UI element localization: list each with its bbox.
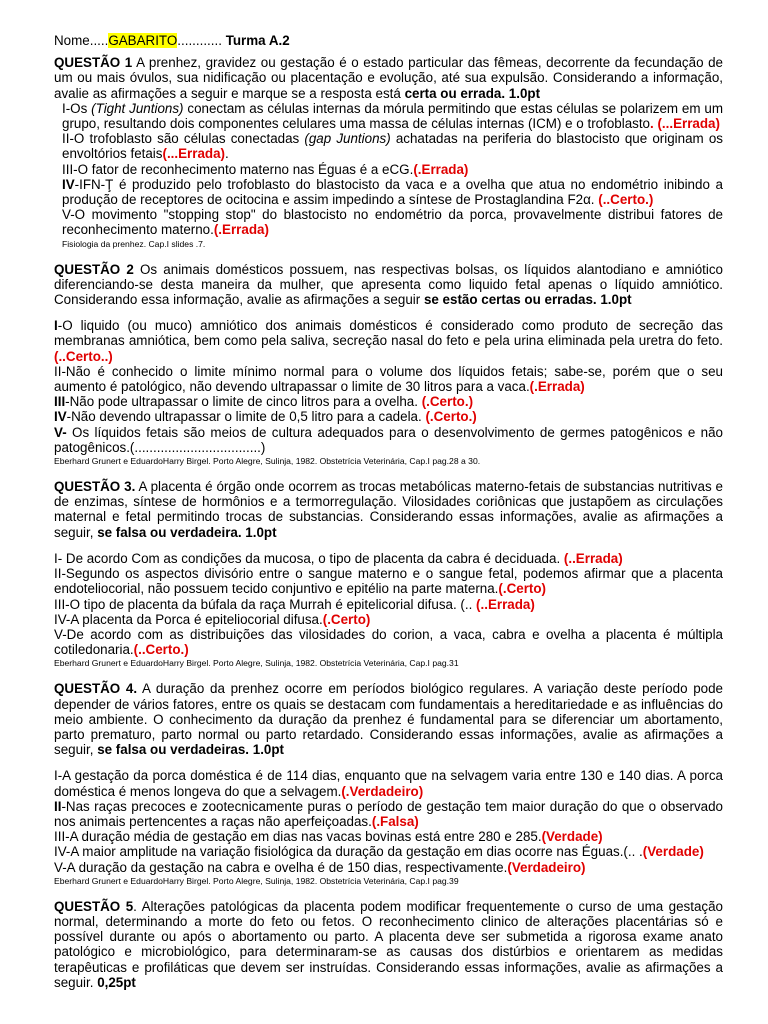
question-5-label: QUESTÃO 5	[54, 898, 134, 914]
q2-item-2-answer: (.Errada)	[529, 379, 585, 395]
q1-item-5: V-O movimento "stopping stop" do blastocisto no endométrio da porca, provavelmente distribui fatores de reconhecimento materno.(.Errada)	[62, 207, 723, 238]
q2-item-4: IV-Não devendo ultrapassar o limite de 0,5 litro para a cadela. (.Certo.)	[54, 409, 477, 425]
question-3-instruction: se falsa ou verdadeira. 1.0pt	[97, 524, 277, 540]
q4-item-5-answer: (Verdadeiro)	[507, 859, 586, 875]
turma-label: Turma A.2	[225, 33, 290, 48]
question-4-instruction: se falsa ou verdadeiras. 1.0pt	[97, 742, 285, 758]
q2-item-2: II-Não é conhecido o limite mínimo normal para o volume dos líquidos fetais; sabe-se, porém que o seu aumento é patológico, não devendo ultrapassar o limite de 30 litros para a vaca.(.Errada)	[54, 363, 723, 395]
q3-item-2: II-Segundo os aspectos divisório entre o sangue materno e o sangue fetal, podemos afirmar que a placenta endoteliocorial, não possuem tecido conjuntivo e epitélio na parte materna.(.Certo)	[54, 566, 723, 597]
q2-reference: Eberhard Grunert e EduardoHarry Birgel. Porto Alegre, Sulinja, 1982. Obstetrícia Veterinária, Cap.I pag.28 a 30.	[54, 456, 481, 467]
q4-item-4-answer: (Verdade)	[642, 844, 704, 860]
q4-item-2-answer: (.Falsa)	[371, 813, 419, 829]
question-3-statement	[54, 479, 723, 540]
question-5	[54, 899, 723, 990]
q3-item-3-answer: (..Errada)	[476, 596, 535, 612]
q2-item-4-answer: (.Certo.)	[425, 409, 477, 425]
question-5-statement	[54, 899, 723, 990]
question-4-text: A duração da prenhez ocorre em períodos biológico regulares. A variação deste período pode depender de vários fatores, entre os quais se destacam com fundamentais a hereditariedade e as influências do meio ambiente. O conhecimento da duração da prenhez é fundamental para se diferenciar um abortamento, parto prematuro, parto normal ou parto retardado. Considerando essas informações, avalie as afirmações a seguir,	[54, 681, 723, 758]
question-2-instruction: se estão certas ou erradas. 1.0pt	[423, 292, 632, 308]
q4-item-4: IV-A maior amplitude na variação fisiológica da duração da gestação em dias ocorre nas Éguas.(.. .(Verdade)	[54, 844, 704, 860]
q4-item-1: I-A gestação da porca doméstica é de 114 dias, enquanto que na selvagem varia entre 130 e 140 dias. A porca doméstica é menos longeva do que a selvagem.(.Verdadeiro)	[54, 768, 723, 799]
q4-reference: Eberhard Grunert e EduardoHarry Birgel. Porto Alegre, Sulinja, 1982. Obstetrícia Veterinária, Cap.I pag.39	[54, 875, 459, 886]
q1-item-5-answer: (.Errada)	[213, 222, 269, 238]
question-1-label: QUESTÃO 1	[54, 55, 133, 71]
q3-reference: Eberhard Grunert e EduardoHarry Birgel. Porto Alegre, Sulinja, 1982. Obstetrícia Veterinária, Cap.I pag.31	[54, 658, 459, 669]
question-5-text: . Alterações patológicas da placenta podem modificar frequentemente o curso de uma gestação normal, determinando a morte do feto ou fetos. O reconhecimento clinico de alterações placentárias só e possível durante ou após o abortamento ou parto. A placenta deve ser submetida a rigorosa exame anato patológico e microbiológico, para determinaram-se as causas dos distúrbios e orientarem as medidas terapêuticas e profiláticas que devem ser instruídas. Considerando essas informações, avalie as afirmações a seguir.	[54, 898, 724, 990]
q4-item-1-answer: (.Verdadeiro)	[341, 783, 424, 799]
nome-value: GABARITO	[108, 33, 178, 48]
q4-item-2: II-Nas raças precoces e zootecnicamente puras o período de gestação tem maior duração do que o observado nos animais pertencentes a raças não aperfeiçoadas.(.Falsa)	[54, 798, 723, 829]
question-4-label: QUESTÃO 4.	[54, 681, 138, 697]
question-2-statement	[54, 262, 723, 308]
q2-item-3-answer: (.Certo.)	[421, 394, 474, 410]
question-5-points: 0,25pt	[97, 974, 136, 990]
header-line	[54, 33, 723, 48]
question-1-text: A prenhez, gravidez ou gestação é o estado particular das fêmeas, decorrente da fecundação de um ou mais óvulos, sua nidificação ou placentação e evolução, até sua expulsão. Considerando a informação, avalie as afirmações a seguir e marque se a resposta está	[54, 55, 723, 101]
q2-item-1: I-O liquido (ou muco) amniótico dos animais domésticos é considerado como produto de secreção das membranas amniótica, bem como pela saliva, secreção nasal do feto e pela urina eliminada pela uretra do feto.(..Certo..)	[54, 318, 723, 364]
question-3-text: A placenta é órgão onde ocorrem as trocas metabólicas materno-fetais de substancias nutritivas e de enzimas, síntese de hormônios e a termorregulação. Vilosidades coriônicas que justapõem as circulações maternal e fetal permitindo trocas de substancias. Considerando essas informações, avalie as afirmações a seguir,	[54, 479, 723, 540]
q4-item-3: III-A duração média de gestação em dias nas vacas bovinas está entre 280 e 285.(Verdade)	[54, 829, 603, 845]
q1-reference: Fisiologia da prenhez. Cap.I slides .7.	[62, 238, 206, 249]
q3-item-2-answer: (.Certo)	[498, 581, 547, 597]
q2-item-5: V- Os líquidos fetais são meios de cultura adequados para o desenvolvimento de germes patogênicos e não patogênicos.(..................................)	[54, 424, 723, 455]
question-1-instruction: certa ou errada. 1.0pt	[404, 85, 541, 101]
question-1	[54, 55, 723, 248]
q3-item-5: V-De acordo com as distribuições das vilosidades do corion, a vaca, cabra e ovelha a placenta é múltipla cotiledonaria.(..Certo.)	[54, 626, 723, 658]
nome-dots: ............	[177, 33, 222, 48]
q3-item-3: III-O tipo de placenta da búfala da raça Murrah é epitelicorial difusa. (.. (..Errada)	[54, 596, 535, 612]
q3-item-5-answer: (..Certo.)	[133, 642, 189, 658]
question-1-items	[54, 101, 723, 249]
q4-item-5: V-A duração da gestação na cabra e ovelha é de 150 dias, respectivamente.(Verdadeiro)	[54, 859, 586, 875]
q2-item-1-answer: (..Certo..)	[54, 348, 113, 364]
q3-item-1-answer: (..Errada)	[563, 550, 623, 566]
q1-item-2: II-O trofoblasto são células conectadas (gap Juntions) achatadas na periferia do blastocisto que originam os envoltórios fetais(...Errada).	[62, 131, 723, 162]
q1-item-1-answer: . (...Errada)	[650, 116, 720, 132]
question-3-label: QUESTÃO 3.	[54, 479, 136, 495]
q4-item-3-answer: (Verdade)	[541, 829, 603, 845]
q1-item-4: IV-IFN-Ţ é produzido pelo trofoblasto do blastocisto da vaca e a ovelha que atua no endométrio inibindo a produção de receptores de ocitocina e assim impedindo a síntese de Prostaglandina F2α. (..Certo.)	[62, 176, 723, 208]
question-3	[54, 479, 723, 668]
q3-item-4: IV-A placenta da Porca é epiteliocorial difusa.(.Certo)	[54, 611, 371, 627]
question-1-statement	[54, 55, 723, 101]
q3-item-1: I- De acordo Com as condições da mucosa, o tipo de placenta da cabra é deciduada. (..Errada)	[54, 550, 623, 566]
question-2-text: Os animais domésticos possuem, nas respectivas bolsas, os líquidos alantodiano e amniótico diferenciando-se desta maneira da mulher, que apresenta como liquido fetal apenas o líquido amniótico. Considerando essa informação, avalie as afirmações a seguir	[54, 261, 723, 308]
question-2	[54, 262, 723, 466]
q1-item-1: I-Os (Tight Juntions) conectam as células internas da mórula permitindo que estas células se polarizem em um grupo, resultando dois componentes celulares uma massa de células internas (ICM) e o trofoblasto. (...Errada)	[62, 100, 724, 132]
nome-label: Nome.....	[54, 33, 109, 48]
q1-item-3-answer: (.Errada)	[413, 161, 469, 177]
q2-item-3: III-Não pode ultrapassar o limite de cinco litros para a ovelha. (.Certo.)	[54, 394, 474, 410]
question-4-statement	[54, 681, 723, 757]
question-4	[54, 681, 723, 885]
q3-item-4-answer: (.Certo)	[322, 611, 371, 627]
q1-item-2-answer: (...Errada)	[162, 146, 225, 162]
q1-item-3: III-O fator de reconhecimento materno nas Éguas é a eCG.(.Errada)	[62, 161, 469, 177]
q1-item-4-answer: (..Certo.)	[598, 192, 654, 208]
question-2-label: QUESTÃO 2	[54, 261, 134, 277]
